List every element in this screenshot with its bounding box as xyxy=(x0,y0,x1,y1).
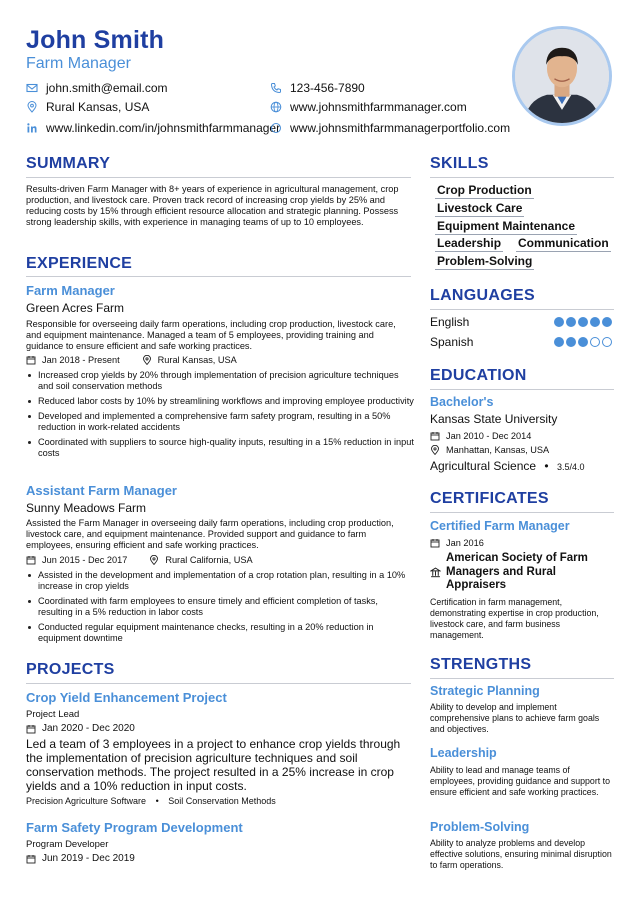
project-dates: Jun 2019 - Dec 2019 xyxy=(42,853,135,864)
job-meta xyxy=(26,355,237,365)
level-dot-filled xyxy=(578,317,588,327)
list-item: Coordinated with farm employees to ensure timely and efficient completion of tasks, resulting in a 5% reduction in labor costs xyxy=(26,596,414,618)
level-dot-filled xyxy=(566,337,576,347)
job-dates: Jun 2015 - Dec 2017 xyxy=(42,555,128,565)
project-dates: Jan 2020 - Dec 2020 xyxy=(42,723,135,734)
project-tag: Soil Conservation Methods xyxy=(168,796,276,806)
globe-icon xyxy=(270,101,282,113)
level-dot-empty xyxy=(590,337,600,347)
language-row xyxy=(430,335,612,349)
calendar-icon xyxy=(26,724,36,734)
skill-tag: Leadership xyxy=(437,236,502,250)
contact-portfolio[interactable] xyxy=(270,121,510,135)
project-title: Crop Yield Enhancement Project xyxy=(26,690,227,705)
skill-tag: Communication xyxy=(518,236,609,250)
projects-divider xyxy=(26,683,411,684)
education-location: Manhattan, Kansas, USA xyxy=(446,445,550,455)
website-text: www.johnsmithfarmmanager.com xyxy=(290,100,467,114)
field-of-study-row: Agricultural Science • 3.5/4.0 xyxy=(430,459,585,473)
job-dates: Jan 2018 - Present xyxy=(42,355,120,365)
avatar-portrait-icon xyxy=(515,29,609,123)
contact-location xyxy=(26,100,149,114)
skill-tag: Crop Production xyxy=(437,183,532,197)
contact-phone[interactable] xyxy=(270,81,365,95)
link-icon xyxy=(270,122,282,134)
job-meta xyxy=(26,555,253,565)
skill-tag: Problem-Solving xyxy=(437,254,533,268)
language-name: Spanish xyxy=(430,335,474,349)
calendar-icon xyxy=(430,538,440,548)
level-dot-empty xyxy=(602,337,612,347)
list-item: Increased crop yields by 20% through implementation of precision agriculture techniques and soil conservation methods xyxy=(26,370,414,392)
education-heading: EDUCATION xyxy=(430,367,527,384)
calendar-icon xyxy=(430,431,440,441)
job-bullets xyxy=(26,570,414,648)
contact-website[interactable] xyxy=(270,100,467,114)
strength-text: Ability to analyze problems and develop effective solutions, ensuring minimal disruption to farm operations. xyxy=(430,838,612,870)
strength-title: Problem-Solving xyxy=(430,820,530,834)
experience-heading: EXPERIENCE xyxy=(26,255,133,272)
linkedin-text: www.linkedin.com/in/johnsmithfarmmanager xyxy=(46,121,281,135)
project-role: Program Developer xyxy=(26,839,109,850)
skill-tag: Equipment Maintenance xyxy=(437,219,576,233)
location-pin-icon xyxy=(26,101,38,113)
language-name: English xyxy=(430,315,470,329)
project-tags: Precision Agriculture Software • Soil Conservation Methods xyxy=(26,796,276,806)
location-text: Rural Kansas, USA xyxy=(46,100,150,114)
linkedin-icon xyxy=(26,122,38,134)
job-bullets xyxy=(26,370,414,463)
degree: Bachelor's xyxy=(430,395,494,409)
certificate-date: Jan 2016 xyxy=(446,538,484,548)
candidate-name: John Smith xyxy=(26,26,165,54)
email-text: john.smith@email.com xyxy=(46,81,168,95)
profile-photo xyxy=(512,26,612,126)
list-item: Assisted in the development and implementation of a crop rotation plan, resulting in a 10% increase in crop yields xyxy=(26,570,414,592)
certificate-description: Certification in farm management, demonstrating expertise in crop production, livestock care, and farm business management. xyxy=(430,597,599,640)
phone-icon xyxy=(270,82,282,94)
calendar-icon xyxy=(26,555,36,565)
location-pin-icon xyxy=(149,555,159,565)
strength-text: Ability to develop and implement comprehensive plans to achieve farm goals and objectives. xyxy=(430,702,600,734)
job-company: Sunny Meadows Farm xyxy=(26,501,147,515)
level-dot-filled xyxy=(554,317,564,327)
education-location-row xyxy=(430,445,549,455)
job-location: Rural Kansas, USA xyxy=(157,355,237,365)
languages-divider xyxy=(430,309,614,310)
gpa: 3.5/4.0 xyxy=(556,462,585,472)
list-item: Reduced labor costs by 10% by streamlining workflows and improving employee productivity xyxy=(26,396,414,407)
certificate-date-row xyxy=(430,538,484,548)
summary-text: Results-driven Farm Manager with 8+ years of experience in agricultural management, crop production, and livestock care. Proven track record of increasing crop yields by 25% and reducing costs by 15% through efficient resource allocation and strategic planning. Possess strong leadership skills, with experience in managing teams of up to 10 employees. xyxy=(26,184,399,227)
education-dates: Jan 2010 - Dec 2014 xyxy=(446,431,532,441)
certificate-issuer-row xyxy=(430,552,614,593)
contact-email[interactable] xyxy=(26,81,168,95)
list-item: Coordinated with suppliers to source high-quality inputs, resulting in a 15% reduction in input costs xyxy=(26,437,414,459)
skills-divider xyxy=(430,177,614,178)
language-row xyxy=(430,315,612,329)
strength-title: Strategic Planning xyxy=(430,684,540,698)
certificates-heading: CERTIFICATES xyxy=(430,490,549,507)
calendar-icon xyxy=(26,355,36,365)
strength-title: Leadership xyxy=(430,746,497,760)
skills-heading: SKILLS xyxy=(430,155,489,172)
location-pin-icon xyxy=(142,355,152,365)
level-dot-filled xyxy=(578,337,588,347)
certificate-issuer: American Society of Farm Managers and Rural Appraisers xyxy=(446,552,588,591)
languages-heading: LANGUAGES xyxy=(430,287,535,304)
experience-divider xyxy=(26,276,411,277)
level-dot-filled xyxy=(590,317,600,327)
location-pin-icon xyxy=(430,445,440,455)
list-item: Developed and implemented a comprehensive farm safety program, resulting in a 50% reduction in work-related accidents xyxy=(26,411,414,433)
job-company: Green Acres Farm xyxy=(26,301,125,315)
projects-heading: PROJECTS xyxy=(26,661,115,678)
job-title: Farm Manager xyxy=(26,283,115,298)
calendar-icon xyxy=(26,854,36,864)
project-tag: Precision Agriculture Software xyxy=(26,796,147,806)
project-title: Farm Safety Program Development xyxy=(26,820,243,835)
project-role: Project Lead xyxy=(26,709,80,720)
certificate-title: Certified Farm Manager xyxy=(430,519,570,533)
field-of-study: Agricultural Science xyxy=(430,459,537,473)
portfolio-text: www.johnsmithfarmmanagerportfolio.com xyxy=(290,121,511,135)
skill-tag: Livestock Care xyxy=(437,201,523,215)
institution-icon xyxy=(430,567,441,578)
language-level-dots xyxy=(554,317,612,327)
project-meta xyxy=(26,853,135,864)
level-dot-filled xyxy=(602,317,612,327)
job-location: Rural California, USA xyxy=(165,555,253,565)
summary-heading: SUMMARY xyxy=(26,155,111,172)
project-description: Led a team of 3 employees in a project to enhance crop yields through the implementation of precision agriculture techniques and soil conservation methods. The project resulted in a 25% increase in crop yields and a 10% reduction in input costs. xyxy=(26,737,401,793)
email-icon xyxy=(26,82,38,94)
candidate-title: Farm Manager xyxy=(26,55,131,72)
strength-text: Ability to lead and manage teams of employees, providing guidance and support to ensure efficient and safe working practices. xyxy=(430,765,610,797)
list-item: Conducted regular equipment maintenance checks, resulting in a 20% reduction in equipment downtime xyxy=(26,622,414,644)
level-dot-filled xyxy=(566,317,576,327)
job-title: Assistant Farm Manager xyxy=(26,483,177,498)
school: Kansas State University xyxy=(430,412,558,426)
phone-text: 123-456-7890 xyxy=(290,81,365,95)
contact-linkedin[interactable] xyxy=(26,121,280,135)
education-divider xyxy=(430,389,614,390)
certificates-divider xyxy=(430,512,614,513)
strengths-heading: STRENGTHS xyxy=(430,656,532,673)
language-level-dots xyxy=(554,337,612,347)
job-description: Assisted the Farm Manager in overseeing daily farm operations, including crop production, livestock care, and equipment maintenance. Provided support and guidance to farm employees, ensuring efficient and safe working practices. xyxy=(26,518,394,550)
project-meta xyxy=(26,723,135,734)
level-dot-filled xyxy=(554,337,564,347)
education-dates-row xyxy=(430,431,531,441)
strengths-divider xyxy=(430,678,614,679)
job-description: Responsible for overseeing daily farm operations, including crop production, livestock care, and equipment maintenance. Managed a team of 5 employees, providing training and guidance to ensure efficient and safe working practices. xyxy=(26,319,396,351)
summary-divider xyxy=(26,177,411,178)
